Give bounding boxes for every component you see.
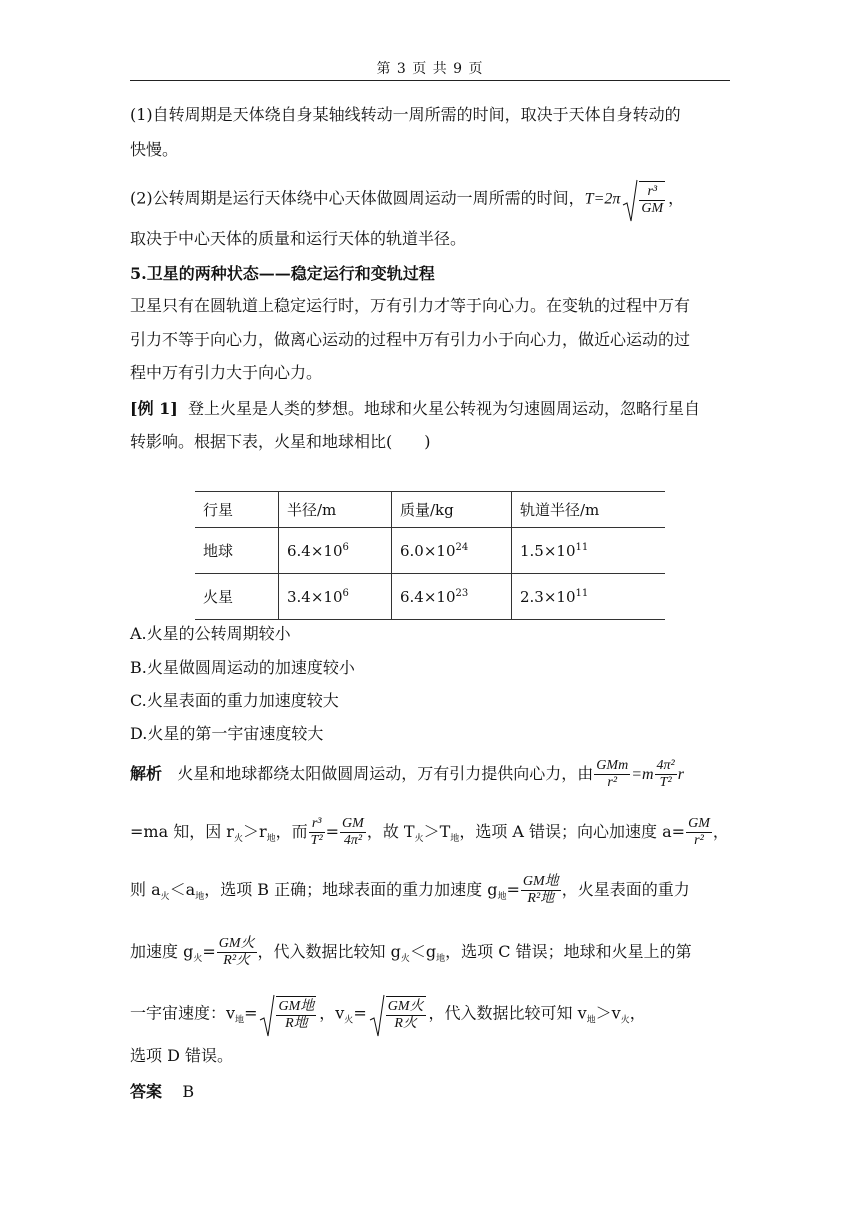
section5-heading: 5.卫星的两种状态——稳定运行和变轨过程 xyxy=(130,264,435,283)
table-cell: $3.4\times 10^6$ xyxy=(279,574,392,620)
fraction: $\frac{\text{GM地}}{\text{R²地}}$ xyxy=(522,874,559,906)
answer-line xyxy=(130,1080,740,1104)
sqrt-formula: $\frac{\text{GM地}}{\text{R地}}$ xyxy=(259,996,317,1032)
fraction: $\frac{\text{4π²}}{\text{T²}}$ xyxy=(656,758,675,790)
table-cell: $1.5\times 10^{11}$ xyxy=(512,528,666,574)
page-header: 第 3 页 共 9 页 xyxy=(376,61,484,77)
analysis-line1: 解析 火星和地球都绕太阳做圆周运动，万有引力提供向心力，由 $\frac{\text{GMm}}{\text{r²}}$ =m $\frac{\text{4π²}}{\text{T²}}$ r xyxy=(130,758,684,790)
table-cell: $6.4\times 10^{23}$ xyxy=(392,574,512,620)
fraction: $\frac{GM}{\text{r²}}$ xyxy=(688,816,710,848)
table-cell: $2.3\times 10^{11}$ xyxy=(512,574,666,620)
analysis-line3: 则 $a_火<a_地$，选项 B 正确；地球表面的重力加速度 $g_地=$ $\frac{\text{GM地}}{\text{R²地}}$ ，火星表面的重力 xyxy=(130,874,690,906)
analysis-line2: =ma 知，因 $r_火>r_地$，而 $\frac{\text{r³}}{\text{T²}}$ = $\frac{GM}{\text{4π²}}$ ，故 $T_火>T_地$，选项 A 错误；向心加速度 a= $\frac{GM}{\text{r²}}$ ， xyxy=(130,816,729,848)
analysis-label: 解析 xyxy=(130,764,163,783)
fraction: $\frac{\text{GM火}}{\text{R²火}}$ xyxy=(218,936,255,968)
table-cell: 地球 xyxy=(195,528,279,574)
formula-comma: ， xyxy=(668,188,685,208)
example-text: 登上火星是人类的梦想。地球和火星公转视为匀速圆周运动，忽略行星自 xyxy=(188,399,701,418)
analysis-line6: 选项 D 错误。 xyxy=(130,1046,234,1065)
table-header-row xyxy=(195,492,665,528)
answer-label: 答案 xyxy=(130,1082,163,1101)
para2-text: (2)公转周期是运行天体绕中心天体做圆周运动一周所需的时间， xyxy=(130,188,585,208)
answer-value: B xyxy=(182,1082,195,1101)
para1-line1: (1)自转周期是天体绕自身某轴线转动一周所需的时间，取决于天体自身转动的 xyxy=(130,105,681,124)
example-tag: [例 1] xyxy=(130,399,178,418)
sqrt-formula xyxy=(622,181,666,217)
para2-line1 xyxy=(130,181,740,217)
analysis-line4: 加速度 $g_火=$ $\frac{\text{GM火}}{\text{R²火}}$ ，代入数据比较知 $g_火<g_地$，选项 C 错误；地球和火星上的第 xyxy=(130,936,692,968)
header-divider xyxy=(130,80,730,81)
para1-line2: 快慢。 xyxy=(130,140,179,159)
example-line2: 转影响。根据下表，火星和地球相比( ) xyxy=(130,432,431,451)
para2-line2: 取决于中心天体的质量和运行天体的轨道半径。 xyxy=(130,229,467,248)
example-line1 xyxy=(130,397,740,421)
sqrt-formula: $\frac{\text{GM火}}{\text{R火}}$ xyxy=(369,996,427,1032)
table-row xyxy=(195,528,665,574)
section5-line2: 引力不等于向心力，做离心运动的过程中万有引力小于向心力，做近心运动的过 xyxy=(130,330,691,349)
section5-line1: 卫星只有在圆轨道上稳定运行时，万有引力才等于向心力。在变轨的过程中万有 xyxy=(130,296,691,315)
table-row xyxy=(195,574,665,620)
sqrt-numerator: r³ xyxy=(639,184,665,201)
option-c: C.火星表面的重力加速度较大 xyxy=(130,691,339,710)
analysis-line5: 一宇宙速度：$v_地=$ $\frac{\text{GM地}}{\text{R地}}$ ，$v_火=$ $\frac{\text{GM火}}{\text{R火}}$ ，代入数据比较可知 $v_地>v_火$， xyxy=(130,996,740,1033)
table-cell: $6.4\times 10^6$ xyxy=(279,528,392,574)
option-b: B.火星做圆周运动的加速度较小 xyxy=(130,658,355,677)
table-header: 行星 xyxy=(195,492,279,528)
table-header: 轨道半径/m xyxy=(512,492,666,528)
period-formula-prefix: T=2π xyxy=(584,190,621,208)
section5-line3: 程中万有引力大于向心力。 xyxy=(130,363,323,382)
option-d: D.火星的第一宇宙速度较大 xyxy=(130,724,324,743)
table-header: 质量/kg xyxy=(392,492,512,528)
fraction: $\frac{\text{r³}}{\text{T²}}$ xyxy=(310,816,323,848)
sqrt-denominator: GM xyxy=(641,201,664,216)
option-a: A.火星的公转周期较小 xyxy=(130,624,291,643)
table-cell: $6.0\times 10^{24}$ xyxy=(392,528,512,574)
fraction: $\frac{GM}{\text{4π²}}$ xyxy=(342,816,364,848)
table-cell: 火星 xyxy=(195,574,279,620)
table-header: 半径/m xyxy=(279,492,392,528)
fraction: $\frac{\text{GMm}}{\text{r²}}$ xyxy=(596,758,629,790)
planet-table xyxy=(195,491,665,620)
